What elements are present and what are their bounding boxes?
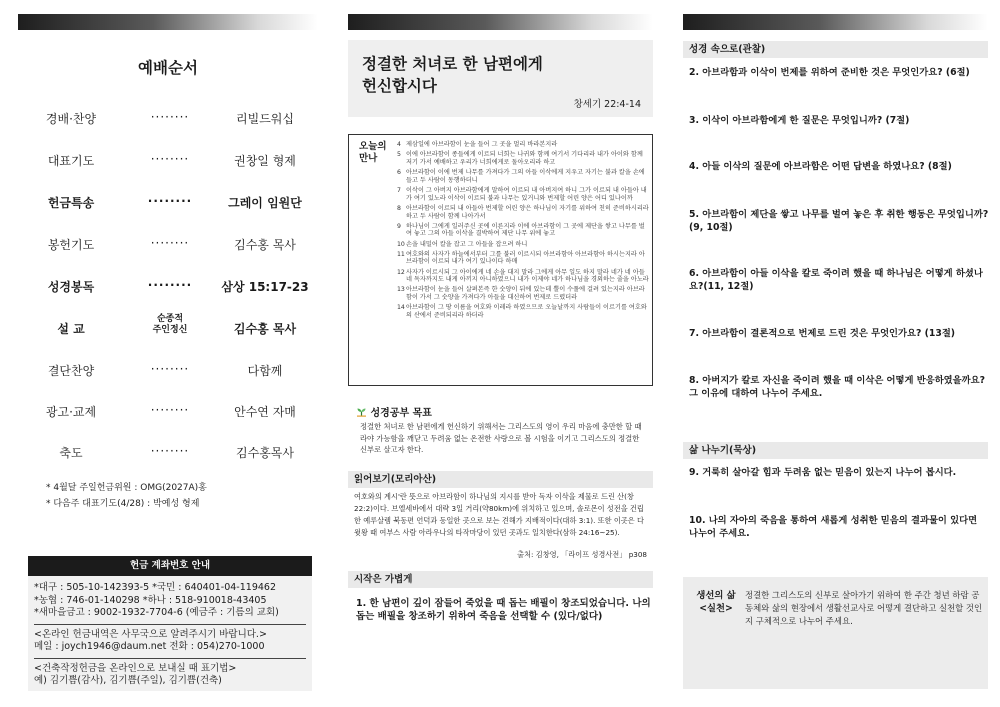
divider [34,658,306,659]
question-item: 4. 아들 이삭의 질문에 아브라함은 어떤 답변을 하였나요? (8절) [689,161,952,172]
account-line: *새마을금고 : 9002-1932-7704-6 (예금주 : 기름의 교회) [34,607,279,618]
order-dots: ········ [150,444,190,458]
question-item: 3. 이삭이 아브라함에게 한 질문은 무엇입니까? (7절) [689,115,910,126]
building-example: 예) 김기쁨(감사), 김기쁨(주일), 김기쁨(건축) [34,675,222,686]
order-row [18,314,318,340]
scripture-label: 오늘의 만나 [359,141,387,164]
order-dots: ········ [150,110,190,124]
question-item: 10. 나의 자아의 죽음을 통하여 새롭게 성취한 믿음의 결과물이 있다면 나누어 주세요. [689,515,978,539]
reading-heading: 읽어보기(모리아산) [348,471,653,488]
scripture-reference: 창세기 22:4-14 [573,99,641,110]
header-gradient-bar [18,14,318,30]
account-line: *농협 : 746-01-140298 *하나 : 518-910018-43405 [34,594,267,606]
verse: 13 아브라함이 눈을 들어 살펴본즉 한 숫양이 뒤에 있는데 뿔이 수풀에 걸려 있는지라 아브라함이 가서 그 숫양을 가져다가 아들을 대신하여 번제로 드렸더라 [397,286,645,302]
sermon-title: 정결한 처녀로 한 남편에게 헌신합시다 [362,55,543,95]
account-line: *대구 : 505-10-142393-5 *국민 : 640401-04-119462 [34,582,276,593]
order-row [18,152,318,172]
life-practice-box [683,577,988,689]
order-row [18,278,318,298]
order-leader: 김수홍 목사 [233,322,297,336]
verse: 7 이삭이 그 아버지 아브라함에게 말하여 이르되 내 아버지여 하니 그가 이르되 내 아들아 내가 여기 있노라 이삭이 이르되 불과 나무는 있거니와 번제할 어린 양은 어디 있나이까 [397,186,647,202]
reading-body: 여호와의 계시'란 뜻으로 아브라함이 하나님의 지시를 받아 독자 이삭을 제물로 드린 산(창 22:2)이다. 브엘세바에서 대략 3일 거리(약80km)에 위치하고 있으며, 솔로몬이 성전을 건립한 예루살렘 북동편 언덕과 동일한 곳으로 보는 견해가 지배적이다(대하 3:1). 또한 이곳은 다윗왕 때 여부스 사람 아라우나의 타작마당이 있던 곳과도 일치한다(삼하 24:16~25). [354,492,644,537]
reading-source: 출처: 김창영, 「라이프 성경사전」 p308 [517,550,647,559]
order-leader: 그레이 임원단 [228,196,302,210]
order-row [18,194,318,214]
header-gradient-bar [683,14,988,30]
order-leader: 김수홍목사 [236,446,294,460]
sermon-title-note: 순종적 주인정신 [152,314,188,335]
order-leader: 삼상 15:17-23 [221,280,309,294]
order-label: 축도 [59,446,83,460]
order-dots: ········ [150,236,190,250]
verse: 12 사자가 이르시되 그 아이에게 네 손을 대지 말라 그에게 아무 일도 하지 말라 네가 네 아들 네 독자까지도 내게 아끼지 아니하였으니 내가 이제야 네가 하나님을 경외하는 줄을 아노라 [397,268,649,284]
offering-account-box [28,556,312,691]
question-item: 6. 아브라함이 아들 이삭을 칼로 죽이려 했을 때 하나님은 어떻게 하셨나요?(11, 12절) [689,268,983,292]
order-row [18,362,318,382]
verse: 8 아브라함이 이르되 내 아들아 번제할 어린 양은 하나님이 자기를 위하여 친히 준비하시리라 하고 두 사람이 함께 나아가서 [397,204,649,220]
start-heading: 시작은 가볍게 [348,571,653,588]
order-leader: 다함께 [247,364,283,378]
sermon-title-box [348,40,653,117]
worship-order-title: 예배순서 [138,59,198,77]
observe-heading: 성경 속으로(관찰) [683,41,988,58]
order-dots: ········ [147,194,193,208]
account-header: 헌금 계좌번호 안내 [28,556,312,576]
verse: 9 하나님이 그에게 일러주신 곳에 이른지라 이에 아브라함이 그 곳에 제단을 쌓고 나무를 벌여 놓고 그의 아들 이삭을 결박하여 제단 나무 위에 놓고 [397,222,645,238]
order-leader: 김수홍 목사 [234,238,296,252]
sermon-panel [348,0,653,707]
online-contact: 메일 : joych1946@daum.net 전화 : 054)270-1000 [34,641,265,652]
verse-list [397,141,649,322]
verse: 10 손을 내밀어 칼을 잡고 그 아들을 잡으려 하니 [397,240,528,248]
share-heading: 삶 나누기(묵상) [683,442,988,459]
verse: 14 아브라함이 그 땅 이름을 여호와 이레라 하였으므로 오늘날까지 사람들이 이르기를 여호와의 산에서 준비되리라 하더라 [397,304,647,320]
header-gradient-bar [348,14,653,30]
sprout-icon [356,407,367,417]
order-label: 광고·교제 [45,405,97,419]
note-line: * 4월달 주일헌금위원 : OMG(2027A)홍 [46,483,207,493]
order-leader: 안수연 자매 [234,405,296,419]
order-dots: ········ [147,278,193,292]
question-item: 9. 거룩히 살아갈 힘과 두려움 없는 믿음이 있는지 나누어 봅시다. [689,467,957,478]
order-label: 경배·찬양 [45,112,97,126]
question-item: 2. 아브라함과 이삭이 번제를 위하여 준비한 것은 무엇인가요? (6절) [689,67,970,78]
order-label: 헌금특송 [47,196,95,210]
building-notice-title: <건축작정헌금을 온라인으로 보내실 때 표기법> [34,662,237,674]
order-dots: ········ [150,362,190,376]
order-row [18,444,318,464]
life-practice-label: 생선의 삶 <실천> [696,590,736,614]
order-leader: 권창일 형제 [234,154,296,168]
verse: 11 여호와의 사자가 하늘에서부터 그를 불러 이르시되 아브라함아 아브라함아 하시는지라 아브라함이 이르되 내가 여기 있나이다 하매 [397,250,645,266]
question-item: 7. 아브라함이 결론적으로 번제로 드린 것은 무엇인가요? (13절) [689,328,956,339]
order-row [18,110,318,130]
order-label: 설 교 [57,322,85,336]
order-label: 성경봉독 [47,280,95,294]
verse: 4 제삼일에 아브라함이 눈을 들어 그 곳을 멀리 바라본지라 [397,141,558,148]
order-label: 대표기도 [47,154,95,168]
question-item: 8. 아버지가 칼로 자신을 죽이려 했을 때 이삭은 어떻게 반응하였을까요? 그 이유에 대하여 나누어 주세요. [689,375,985,399]
life-practice-text: 정결한 그리스도의 신부로 살아가기 위하여 한 주간 청년 하람 공동체와 삶의 현장에서 생활선교사로 어떻게 결단하고 실천할 것인지 구체적으로 나누어 주세요. [745,590,983,626]
questions-panel [683,0,988,707]
note-line: * 다음주 대표기도(4/28) : 박예성 형제 [46,499,200,509]
online-notice-title: <온라인 헌금내역은 사무국으로 알려주시기 바랍니다.> [34,628,267,640]
order-row [18,403,318,423]
order-row [18,236,318,256]
verse: 5 이에 아브라함이 종들에게 이르되 너희는 나귀와 함께 여기서 기다리라 내가 아이와 함께 저기 가서 예배하고 우리가 너희에게로 돌아오리라 하고 [397,151,643,166]
order-leader: 리빌드워십 [236,112,294,126]
study-goal-heading: 성경공부 목표 [356,404,432,419]
order-dots: ········ [150,152,190,166]
verse: 6 아브라함이 이에 번제 나무를 가져다가 그의 아들 이삭에게 지우고 자기는 불과 칼을 손에 들고 두 사람이 동행하더니 [397,168,645,184]
worship-order-panel [18,0,318,707]
announcement-notes [46,480,207,512]
order-label: 봉헌기도 [47,238,95,252]
order-dots: ········ [150,403,190,417]
question-item: 5. 아브라함이 제단을 쌓고 나무를 벌여 놓은 후 취한 행동은 무엇입니까? (9, 10절) [689,209,989,233]
order-label: 결단찬양 [47,364,95,378]
divider [34,624,306,625]
scripture-box [348,134,653,386]
start-question: 1. 한 남편이 깊이 잠들어 죽었을 때 돕는 배필이 창조되었습니다. 나의 돕는 배필을 창조하기 위하여 죽음을 선택할 수 (있다/없다) [356,598,651,622]
study-goal-body: 정결한 처녀로 한 남편에게 헌신하기 위해서는 그리스도의 영이 우리 마음에 충만한 할 때라야 가능함을 깨닫고 두려움 없는 온전한 사랑으로 볼 시험을 이기고 그리스도의 정결한 신부로 살고자 한다. [360,422,642,454]
